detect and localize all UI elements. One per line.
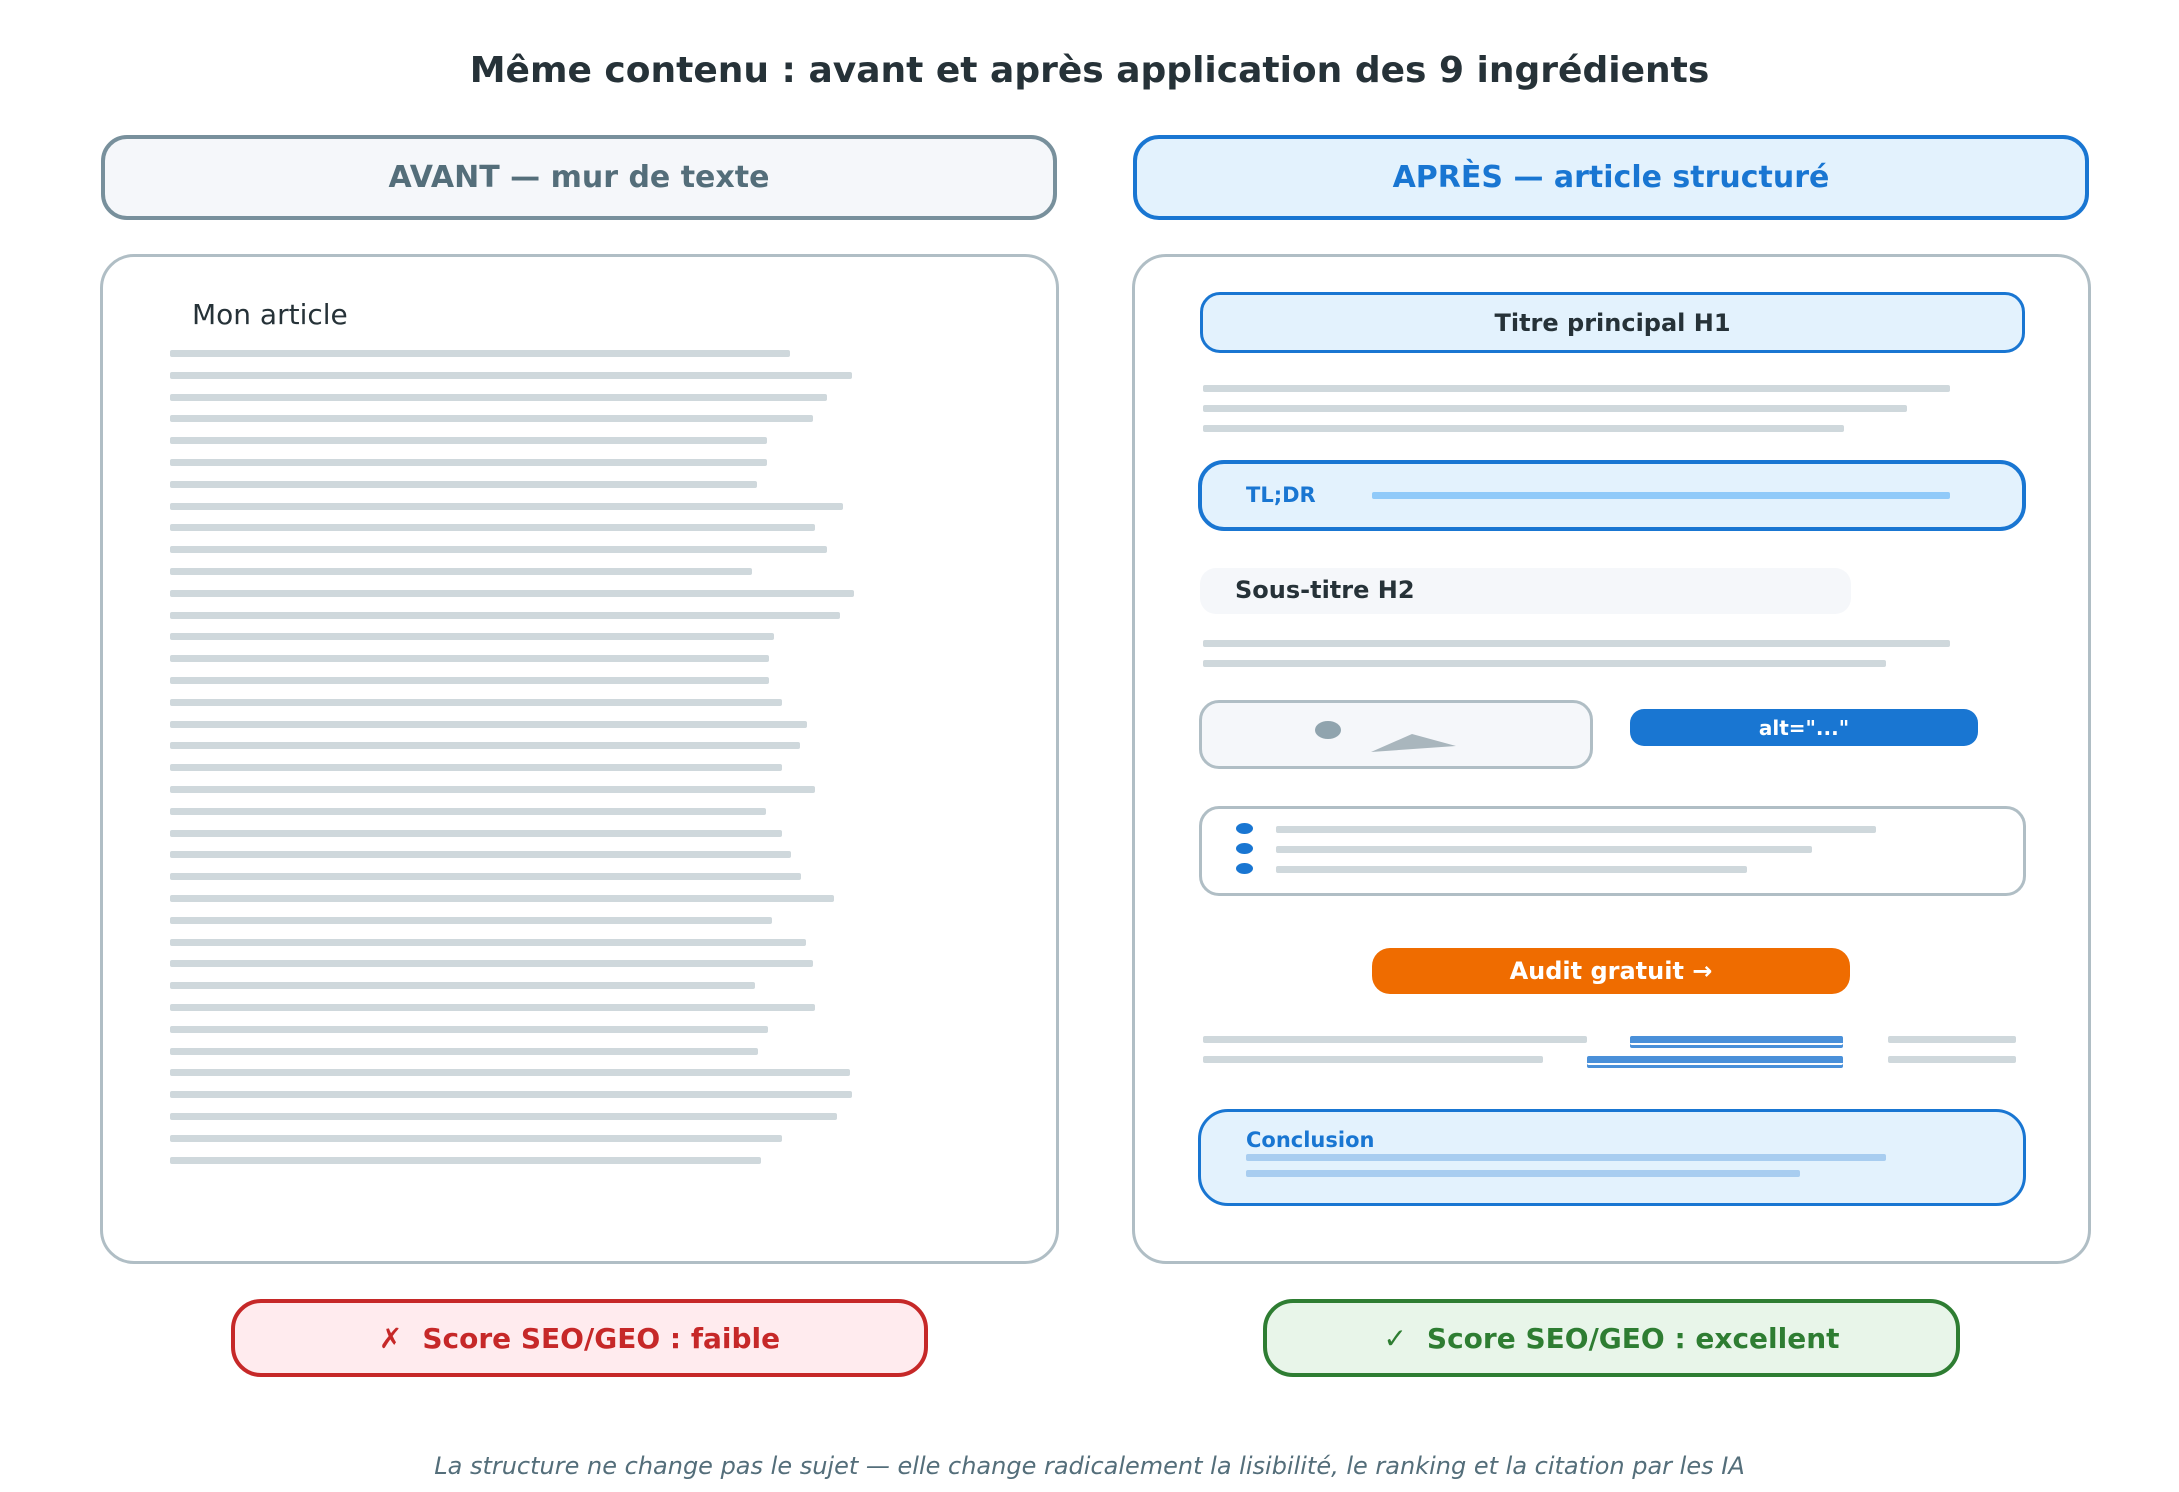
section-text-line [1203,640,1950,647]
text-line [170,939,806,946]
text-line [170,1004,815,1011]
page-title: Même contenu : avant et après application des 9 ingrédients [469,50,1710,91]
intro-text-line [1203,425,1844,432]
internal-link-line [1587,1056,1843,1065]
text-line [170,917,772,924]
text-line [170,503,843,510]
after-panel-header: APRÈS — article structuré [1133,135,2089,220]
text-line [170,612,840,619]
text-line [170,851,791,858]
text-line [170,633,774,640]
internal-link-line [1630,1036,1843,1045]
text-line [170,459,767,466]
text-line [170,1113,837,1120]
text-line [170,960,813,967]
text-line [170,742,800,749]
text-line [170,808,766,815]
text-line [170,982,755,989]
text-line [170,764,782,771]
before-panel-header: AVANT — mur de texte [101,135,1057,220]
tldr-label: TL;DR [1246,483,1316,507]
h1-heading-block: Titre principal H1 [1200,292,2025,353]
check-icon: ✓ [1383,1321,1407,1355]
text-line [170,437,767,444]
h2-label: Sous-titre H2 [1235,576,1415,604]
alt-text-badge: alt="..." [1630,709,1978,746]
before-article-title: Mon article [192,298,348,331]
text-line [170,1157,761,1164]
text-line [170,415,813,422]
text-line [170,372,852,379]
cross-icon: ✗ [378,1321,403,1355]
text-line [170,1048,758,1055]
text-line [170,1135,782,1142]
text-line [170,546,827,553]
text-line [170,721,807,728]
text-line [170,524,815,531]
text-line [170,1069,850,1076]
score-badge-before [231,1299,928,1377]
paragraph-line [1203,1036,1587,1043]
text-line [170,786,815,793]
text-line [170,677,769,684]
text-line [170,1026,768,1033]
intro-text-line [1203,405,1907,412]
score-label-before: Score SEO/GEO : faible [422,1321,781,1355]
list-item-line [1276,846,1812,853]
image-placeholder [1199,700,1593,769]
text-line [170,873,801,880]
text-line [170,481,757,488]
text-line [170,655,769,662]
score-label-after: Score SEO/GEO : excellent [1426,1321,1840,1355]
paragraph-line [1888,1056,2016,1063]
section-text-line [1203,660,1886,667]
paragraph-line [1888,1036,2016,1043]
text-line [170,895,834,902]
text-line [170,394,827,401]
conclusion-label: Conclusion [1246,1128,1375,1152]
footer-caption: La structure ne change pas le sujet — elle change radicalement la lisibilité, le ranking et la citation par les IA [434,1452,1745,1480]
bullet-dot [1236,863,1253,874]
paragraph-line [1203,1056,1543,1063]
bullet-dot [1236,843,1253,854]
text-line [170,590,854,597]
score-badge-after [1263,1299,1960,1377]
cta-audit-button[interactable]: Audit gratuit → [1372,948,1850,994]
text-line [170,699,782,706]
list-item-line [1276,866,1747,873]
intro-text-line [1203,385,1950,392]
text-line [170,568,752,575]
text-line [170,830,782,837]
tldr-summary-line [1372,492,1950,499]
list-item-line [1276,826,1876,833]
conclusion-text-line [1246,1170,1800,1177]
text-line [170,1091,852,1098]
bullet-dot [1236,823,1253,834]
conclusion-text-line [1246,1154,1886,1161]
image-placeholder-icon [1199,700,1593,769]
text-line [170,350,790,357]
